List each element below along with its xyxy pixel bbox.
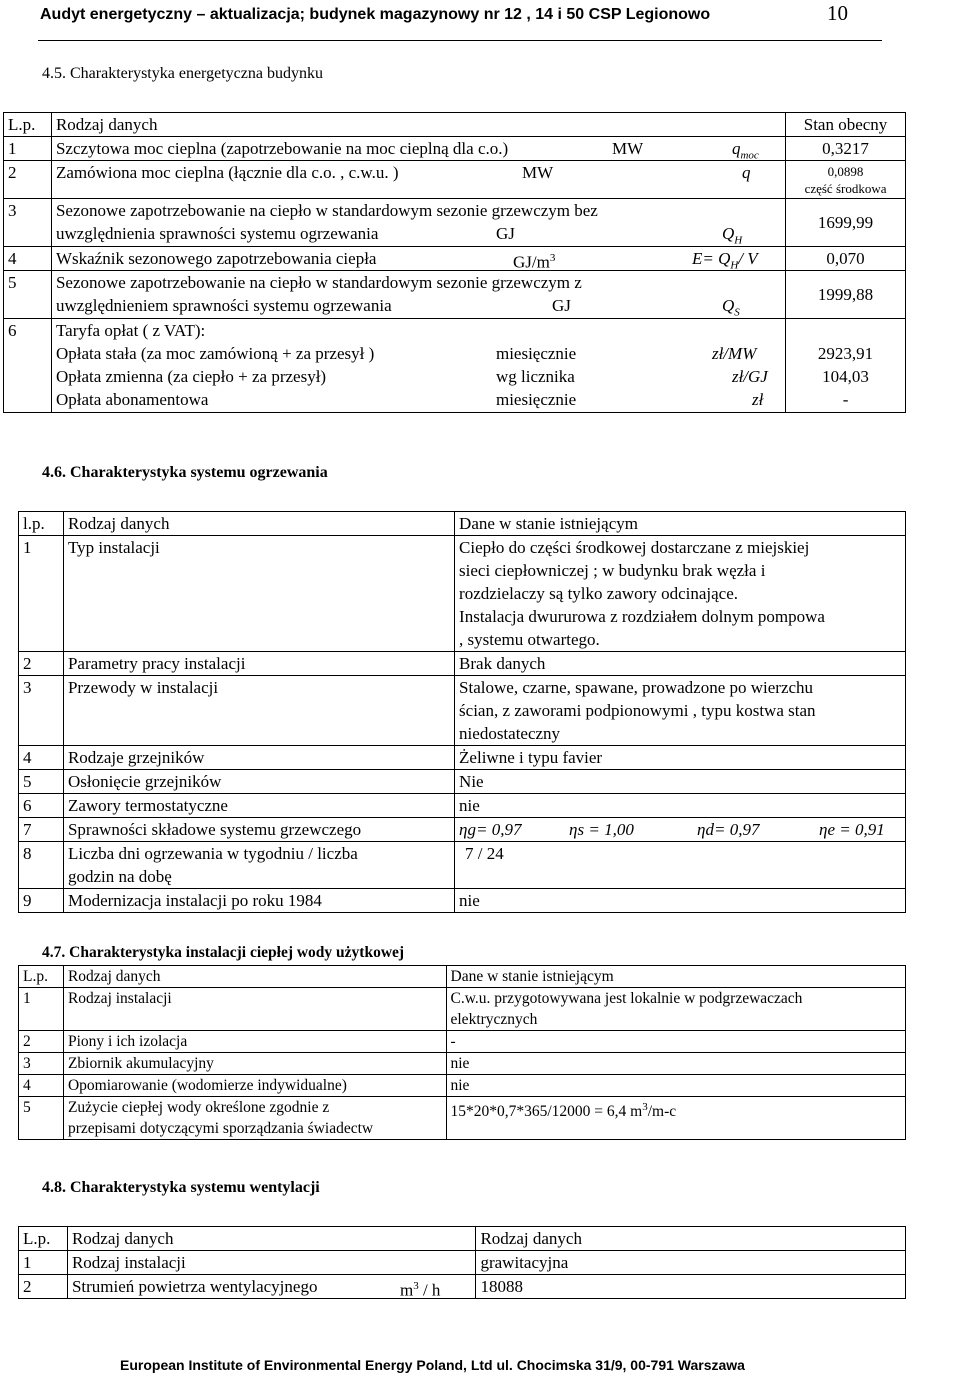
row-label: Modernizacja instalacji po roku 1984 [63,889,454,913]
table-row [19,842,906,889]
row-number: 6 [4,319,52,413]
symbol: $Q_H$ [721,224,743,247]
row-label: Opomiarowanie (wodomierze indywidualne) [63,1075,446,1097]
row-label: Liczba dni ogrzewania w tygodniu / liczba godzin na dobę [63,842,454,889]
row-value: 15*20*0,7*365/12000 = 6,4 $m^3/m-c$ [446,1097,906,1140]
row-number: 3 [19,676,64,746]
table-row [19,1097,906,1140]
ventilation-table [18,1226,906,1299]
table-row [4,271,906,319]
unit: MW [611,139,644,158]
table-row [19,770,906,794]
row-value: Stalowe, czarne, spawane, prowadzone po wierzchu ścian, z zaworami podpionowymi , typu kostwa stan niedostateczny [455,676,906,746]
heating-system-table [18,511,906,913]
header-dane: Dane w stanie istniejącym [455,512,906,536]
value: 1699,99 [786,199,906,247]
row-value: nie [446,1053,906,1075]
value-note: część środkowa [804,181,887,196]
value: 1999,88 [786,271,906,319]
header-rodzaj-danych: Rodzaj danych [67,1227,476,1251]
value: 0,3217 [786,137,906,161]
unit: $GJ/m^3$ [512,252,556,272]
table-row [19,988,906,1031]
row-number: 2 [19,1275,68,1299]
row-label-line1: Sezonowe zapotrzebowanie na ciepło w standardowym sezonie grzewczym bez [55,201,598,220]
section-4-7-title: 4.7. Charakterystyka instalacji ciepłej wody użytkowej [42,944,405,961]
row-label-line2: uwzględnieniem sprawności systemu ogrzewania [55,296,392,315]
row-number: 5 [19,770,64,794]
row-label: Szczytowa moc cieplna (zapotrzebowanie na moc cieplną dla c.o.) [55,139,509,158]
row-label: Strumień powietrza wentylacyjnego [71,1277,318,1296]
row-number: 1 [19,536,64,652]
symbol: $Q_S$ [721,296,740,319]
row-label: Zamówiona moc cieplna (łącznie dla c.o. , c.w.u. ) [55,163,399,182]
row-label: Rodzaje grzejników [63,746,454,770]
header-rodzaj-danych: Rodzaj danych [63,512,454,536]
table-row [19,889,906,913]
tariff-row: Opłata zmienna (za ciepło + za przesył) wg licznika zł/GJ [55,367,768,386]
table-row [19,1275,906,1299]
table-row [19,818,906,842]
table-row [19,794,906,818]
row-value: 18088 [476,1275,906,1299]
row-value: nie [455,794,906,818]
row-label: Wskaźnik sezonowego zapotrzebowania ciepła [55,249,377,268]
tariff-row: Opłata abonamentowa miesięcznie zł [55,390,764,409]
row-label: Zużycie ciepłej wody określone zgodnie z przepisami dotyczącymi sporządzania świadectw [63,1097,446,1140]
table-row [19,1251,906,1275]
header-stan-obecny: Stan obecny [786,113,906,137]
row-label: Piony i ich izolacja [63,1031,446,1053]
row-number: 4 [19,746,64,770]
row-value: grawitacyjna [476,1251,906,1275]
row-number: 7 [19,818,64,842]
table-row [19,1075,906,1097]
value: 0,070 [786,247,906,271]
row-label: Rodzaj instalacji [63,988,446,1031]
row-number: 2 [19,1031,64,1053]
row-number: 4 [4,247,52,271]
row-label-line1: Sezonowe zapotrzebowanie na ciepło w standardowym sezonie grzewczym z [55,273,582,292]
row-label: Zawory termostatyczne [63,794,454,818]
tariff-value: 2923,91 [817,344,874,363]
row-number: 6 [19,794,64,818]
table-row [4,319,906,413]
hot-water-table [18,965,906,1140]
formula: $E= Q_H/$ V [691,249,758,272]
row-number: 5 [4,271,52,319]
header-rule [38,40,882,41]
row-value: nie [455,889,906,913]
row-label: Typ instalacji [63,536,454,652]
row-label: Parametry pracy instalacji [63,652,454,676]
document-header: Audyt energetyczny – aktualizacja; budynek magazynowy nr 12 , 14 i 50 CSP Legionowo [40,6,711,23]
row-label: Zbiornik akumulacyjny [63,1053,446,1075]
row-number: 1 [19,988,64,1031]
row-number: 3 [4,199,52,247]
header-lp: L.p. [4,113,52,137]
table-row [19,1053,906,1075]
table-row [4,199,906,247]
row-number: 2 [19,652,64,676]
energy-characteristics-table [3,112,906,413]
row-number: 8 [19,842,64,889]
tariff-value: 104,03 [822,367,869,386]
table-row [4,161,906,199]
table-row [19,536,906,652]
table-row [19,1031,906,1053]
tariff-value: - [842,390,849,409]
header-dane: Rodzaj danych [476,1227,906,1251]
efficiency-values: ηg= 0,97 ηs = 1,00 ηd= 0,97 ηe = 0,91 [455,818,906,842]
table-row [19,746,906,770]
row-number: 1 [4,137,52,161]
row-number: 5 [19,1097,64,1140]
tariff-title: Taryfa opłat ( z VAT): [55,321,206,340]
row-label: Sprawności składowe systemu grzewczego [63,818,454,842]
row-label: Osłonięcie grzejników [63,770,454,794]
row-label-line2: uwzględnienia sprawności systemu ogrzewania [55,224,379,243]
symbol: $q_{moc}$ [731,139,759,162]
value: 0,0898 [827,164,864,179]
header-rodzaj-danych: Rodzaj danych [51,113,785,137]
tariff-row: Opłata stała (za moc zamówioną + za przesył ) miesięcznie zł/MW [55,344,757,363]
row-value: Ciepło do części środkowej dostarczane z miejskiej sieci ciepłowniczej ; w budynku brak węzła i rozdzielaczy są tylko zawory odcinające. Instalacja dwururowa z rozdziałem dolnym pompowa , systemu otwartego. [455,536,906,652]
row-label: Przewody w instalacji [63,676,454,746]
header-rodzaj-danych: Rodzaj danych [63,966,446,988]
unit: GJ [495,224,515,243]
row-value: - [446,1031,906,1053]
row-value: Brak danych [455,652,906,676]
row-value: nie [446,1075,906,1097]
row-value: C.w.u. przygotowywana jest lokalnie w podgrzewaczach elektrycznych [446,988,906,1031]
row-number: 1 [19,1251,68,1275]
table-row [4,247,906,271]
row-number: 4 [19,1075,64,1097]
header-dane: Dane w stanie istniejącym [446,966,906,988]
page-number: 10 [827,1,848,25]
document-footer: European Institute of Environmental Energy Poland, Ltd ul. Chocimska 31/9, 00-791 Warszawa [120,1357,745,1373]
section-4-8-title: 4.8. Charakterystyka systemu wentylacji [42,1179,320,1196]
table-row [19,676,906,746]
unit: GJ [551,296,571,315]
symbol: q [741,163,751,182]
row-number: 9 [19,889,64,913]
unit: MW [521,163,554,182]
section-4-5-title: 4.5. Charakterystyka energetyczna budynku [42,65,323,82]
row-value: Żeliwne i typu favier [455,746,906,770]
table-row [19,652,906,676]
unit: $m^3$ / h [399,1280,441,1300]
row-number: 3 [19,1053,64,1075]
row-number: 2 [4,161,52,199]
row-value: 7 / 24 [455,842,906,889]
table-row [4,137,906,161]
row-value: Nie [455,770,906,794]
header-lp: L.p. [19,966,64,988]
header-lp: L.p. [19,1227,68,1251]
row-label: Rodzaj instalacji [67,1251,476,1275]
section-4-6-title: 4.6. Charakterystyka systemu ogrzewania [42,464,328,481]
header-lp: l.p. [19,512,64,536]
